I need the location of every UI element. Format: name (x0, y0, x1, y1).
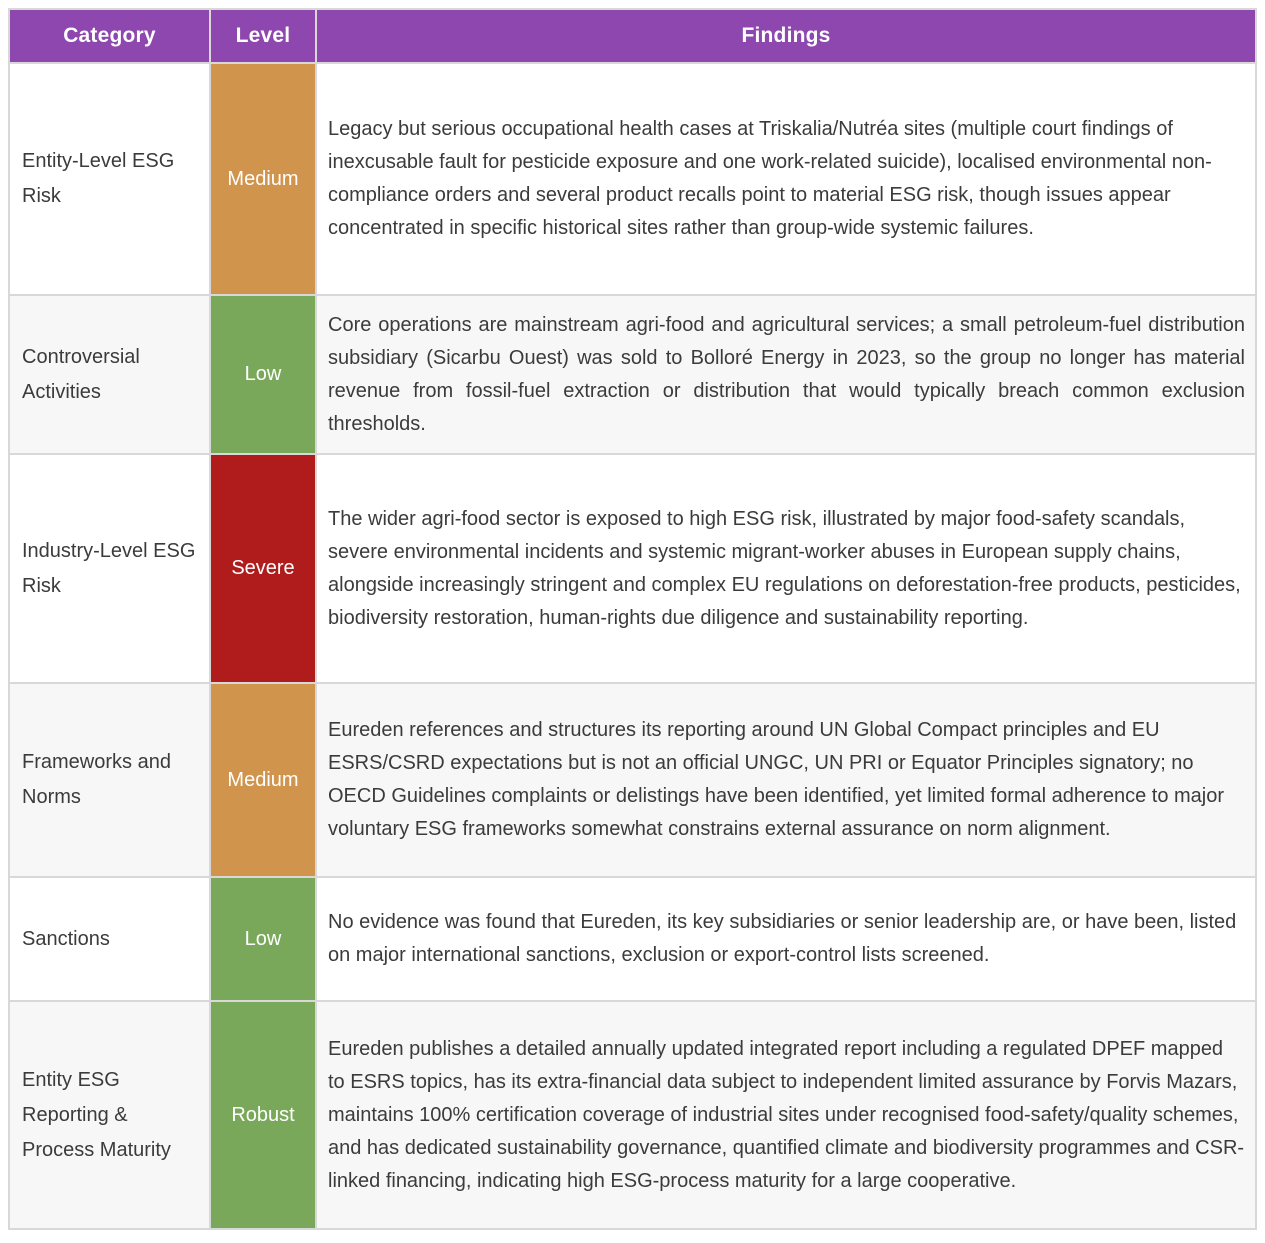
header-row (9, 9, 1256, 63)
level-badge: Low (210, 877, 316, 1001)
header-category: Category (9, 9, 210, 63)
level-badge: Medium (210, 63, 316, 295)
findings-cell: The wider agri-food sector is exposed to high ESG risk, illustrated by major food-safety scandals, severe environmental incidents and systemic migrant-worker abuses in European supply chains, alongside increasingly stringent and complex EU regulations on deforestation-free products, pesticides, biodiversity restoration, human-rights due diligence and sustainability reporting. (316, 454, 1256, 683)
table-row (9, 1001, 1256, 1229)
category-cell: Entity-Level ESG Risk (9, 63, 210, 295)
table-row (9, 683, 1256, 877)
category-cell: Frameworks and Norms (9, 683, 210, 877)
header-findings: Findings (316, 9, 1256, 63)
findings-cell: Eureden references and structures its reporting around UN Global Compact principles and EU ESRS/CSRD expectations but is not an official UNGC, UN PRI or Equator Principles signatory; no OECD Guidelines complaints or delistings have been identified, yet limited formal adherence to major voluntary ESG frameworks somewhat constrains external assurance on norm alignment. (316, 683, 1256, 877)
table-row (9, 63, 1256, 295)
esg-findings-table (8, 8, 1257, 1230)
table-row (9, 295, 1256, 454)
findings-cell: Legacy but serious occupational health cases at Triskalia/Nutréa sites (multiple court findings of inexcusable fault for pesticide exposure and one work-related suicide), localised environmental non-compliance orders and several product recalls point to material ESG risk, though issues appear concentrated in specific historical sites rather than group-wide systemic failures. (316, 63, 1256, 295)
category-cell: Industry-Level ESG Risk (9, 454, 210, 683)
findings-cell: No evidence was found that Eureden, its key subsidiaries or senior leadership are, or have been, listed on major international sanctions, exclusion or export-control lists screened. (316, 877, 1256, 1001)
table-row (9, 877, 1256, 1001)
findings-cell: Eureden publishes a detailed annually updated integrated report including a regulated DPEF mapped to ESRS topics, has its extra-financial data subject to independent limited assurance by Forvis Mazars, maintains 100% certification coverage of industrial sites under recognised food-safety/quality schemes, and has dedicated sustainability governance, quantified climate and biodiversity programmes and CSR-linked financing, indicating high ESG-process maturity for a large cooperative. (316, 1001, 1256, 1229)
header-level: Level (210, 9, 316, 63)
findings-cell: Core operations are mainstream agri-food and agricultural services; a small petroleum-fuel distribution subsidiary (Sicarbu Ouest) was sold to Bolloré Energy in 2023, so the group no longer has material revenue from fossil-fuel extraction or distribution that would typically breach common exclusion thresholds. (316, 295, 1256, 454)
category-cell: Sanctions (9, 877, 210, 1001)
category-cell: Entity ESG Reporting & Process Maturity (9, 1001, 210, 1229)
level-badge: Robust (210, 1001, 316, 1229)
category-cell: Controversial Activities (9, 295, 210, 454)
level-badge: Severe (210, 454, 316, 683)
table-row (9, 454, 1256, 683)
level-badge: Medium (210, 683, 316, 877)
level-badge: Low (210, 295, 316, 454)
table-header (9, 9, 1256, 63)
